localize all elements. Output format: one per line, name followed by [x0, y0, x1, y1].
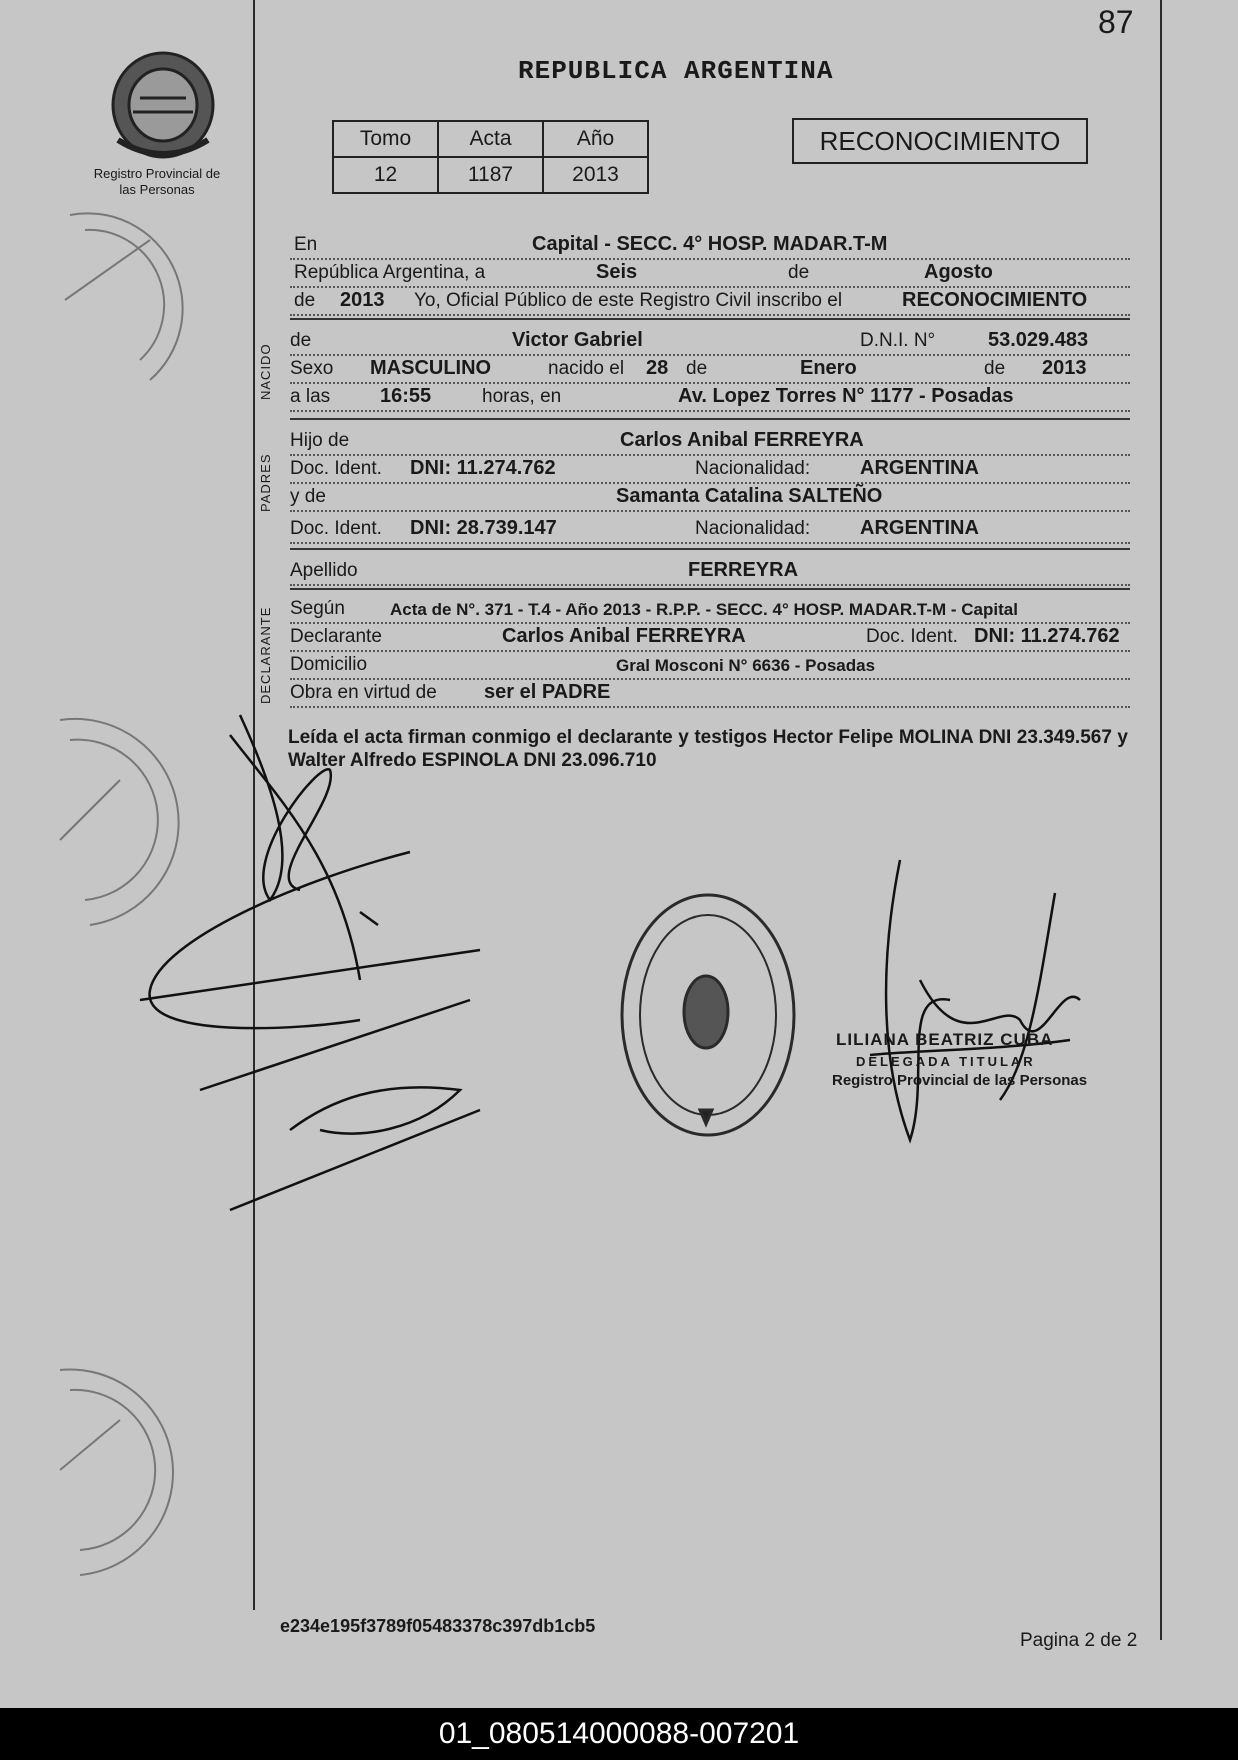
- father-name: Carlos Anibal FERREYRA: [620, 429, 864, 451]
- day-value: Seis: [596, 261, 638, 283]
- signature-registry: Registro Provincial de las Personas: [832, 1072, 1088, 1089]
- record-type-box: RECONOCIMIENTO: [792, 118, 1088, 164]
- de-label: de: [788, 262, 810, 283]
- separator-3: [290, 548, 1130, 550]
- declarante-doc: DNI: 11.274.762: [974, 625, 1120, 647]
- birth-de-label-2: de: [984, 358, 1006, 379]
- de2-label: de: [294, 290, 316, 311]
- yde-label: y de: [290, 486, 326, 507]
- sexo-label: Sexo: [290, 358, 334, 379]
- row-obra: [290, 680, 1130, 708]
- row-year: [290, 288, 1130, 316]
- father-nationality: ARGENTINA: [860, 457, 979, 479]
- obra-label: Obra en virtud de: [290, 682, 437, 703]
- sexo-value: MASCULINO: [370, 357, 492, 379]
- row-declarante: [290, 624, 1130, 652]
- officer-signature-icon: [870, 860, 1080, 1140]
- domicilio-label: Domicilio: [290, 654, 368, 675]
- child-dni: 53.029.483: [988, 329, 1089, 351]
- yo-text: Yo, Oficial Público de este Registro Civil inscribo el: [414, 290, 843, 311]
- row-nacido-hora: [290, 384, 1130, 412]
- mother-name: Samanta Catalina SALTEÑO: [616, 485, 883, 507]
- province-logo-icon: [113, 53, 213, 157]
- month-value: Agosto: [924, 261, 993, 283]
- dni-label: D.N.I. N°: [860, 330, 936, 351]
- register-value-row: [333, 157, 648, 193]
- register-header-tomo: Tomo: [333, 121, 438, 157]
- birth-year: 2013: [1042, 357, 1087, 379]
- apellido-label: Apellido: [290, 560, 358, 581]
- register-header-acta: Acta: [438, 121, 543, 157]
- year-value: 2013: [340, 289, 385, 311]
- section-label-nacido: NACIDO: [258, 343, 273, 400]
- horas-label: horas, en: [482, 386, 562, 407]
- margin-stamp-bottom-icon: [60, 1370, 173, 1575]
- father-doc-label: Doc. Ident.: [290, 458, 382, 479]
- closing-statement: Leída el acta firman conmigo el declarante y testigos Hector Felipe MOLINA DNI 23.349.567 y Walter Alfredo ESPINOLA DNI 23.096.710: [288, 727, 1128, 771]
- alas-label: a las: [290, 386, 331, 407]
- apellido-value: FERREYRA: [688, 559, 799, 581]
- father-doc: DNI: 11.274.762: [410, 457, 556, 479]
- father-nac-label: Nacionalidad:: [695, 458, 811, 479]
- child-name: Victor Gabriel: [512, 329, 643, 351]
- birth-month: Enero: [800, 357, 857, 379]
- declarante-doc-label: Doc. Ident.: [866, 626, 958, 647]
- register-value-acta: 1187: [438, 157, 543, 193]
- logo-caption: Registro Provincial de las Personas: [93, 166, 221, 197]
- row-padre-doc: [290, 456, 1130, 484]
- obra-value: ser el PADRE: [484, 681, 611, 703]
- birth-place: Av. Lopez Torres N° 1177 - Posadas: [678, 385, 1014, 407]
- register-value-anio: 2013: [543, 157, 648, 193]
- declarante-label: Declarante: [290, 626, 382, 647]
- register-value-tomo: 12: [333, 157, 438, 193]
- mother-doc: DNI: 28.739.147: [410, 517, 557, 539]
- document-title: REPUBLICA ARGENTINA: [518, 56, 834, 86]
- row-en: [290, 232, 1130, 260]
- witness-signatures-icon: [140, 715, 480, 1210]
- inscribo-value: RECONOCIMIENTO: [902, 289, 1088, 311]
- row-segun: [290, 596, 1130, 624]
- page-number: 87: [1098, 4, 1134, 40]
- margin-stamp-middle-icon: [60, 719, 179, 925]
- mother-nac-label: Nacionalidad:: [695, 518, 811, 539]
- separator-1: [290, 318, 1130, 320]
- birth-day: 28: [646, 357, 669, 379]
- separator-2: [290, 418, 1130, 420]
- domicilio-value: Gral Mosconi N° 6636 - Posadas: [616, 656, 876, 675]
- section-label-padres: PADRES: [258, 453, 273, 512]
- en-value: Capital - SECC. 4° HOSP. MADAR.T-M: [532, 233, 888, 255]
- nacido-el-label: nacido el: [548, 358, 625, 379]
- row-madre: [290, 484, 1130, 512]
- row-domicilio: [290, 652, 1130, 680]
- register-header-anio: Año: [543, 121, 648, 157]
- register-table: [332, 120, 649, 194]
- pagination: Pagina 2 de 2: [1020, 1630, 1138, 1651]
- register-header-row: [333, 121, 648, 157]
- declarante-name: Carlos Anibal FERREYRA: [502, 625, 746, 647]
- mother-nationality: ARGENTINA: [860, 517, 979, 539]
- document-hash: e234e195f3789f05483378c397db1cb5: [280, 1616, 596, 1636]
- section-label-declarante: DECLARANTE: [258, 606, 273, 704]
- republica-label: República Argentina, a: [294, 262, 486, 283]
- row-republica: [290, 260, 1130, 288]
- birth-time: 16:55: [380, 385, 432, 407]
- signature-name: LILIANA BEATRIZ CUBA: [836, 1030, 1054, 1049]
- birth-de-label: de: [686, 358, 708, 379]
- row-apellido: [290, 558, 1130, 586]
- row-nacido-name: [290, 328, 1130, 356]
- registry-stamp-icon: [622, 895, 794, 1135]
- segun-value: Acta de N°. 371 - T.4 - Año 2013 - R.P.P. - SECC. 4° HOSP. MADAR.T-M - Capital: [390, 600, 1018, 619]
- margin-stamp-top-icon: [65, 213, 183, 380]
- row-padre: [290, 428, 1130, 456]
- row-madre-doc: [290, 516, 1130, 544]
- file-code-bar: 01_080514000088-007201: [0, 1708, 1238, 1760]
- nacido-de-label: de: [290, 330, 312, 351]
- mother-doc-label: Doc. Ident.: [290, 518, 382, 539]
- hijo-label: Hijo de: [290, 430, 350, 451]
- signature-role: DELEGADA TITULAR: [856, 1054, 1036, 1069]
- en-label: En: [294, 234, 318, 255]
- row-nacido-sexo: [290, 356, 1130, 384]
- segun-label: Según: [290, 598, 345, 619]
- separator-4: [290, 588, 1130, 590]
